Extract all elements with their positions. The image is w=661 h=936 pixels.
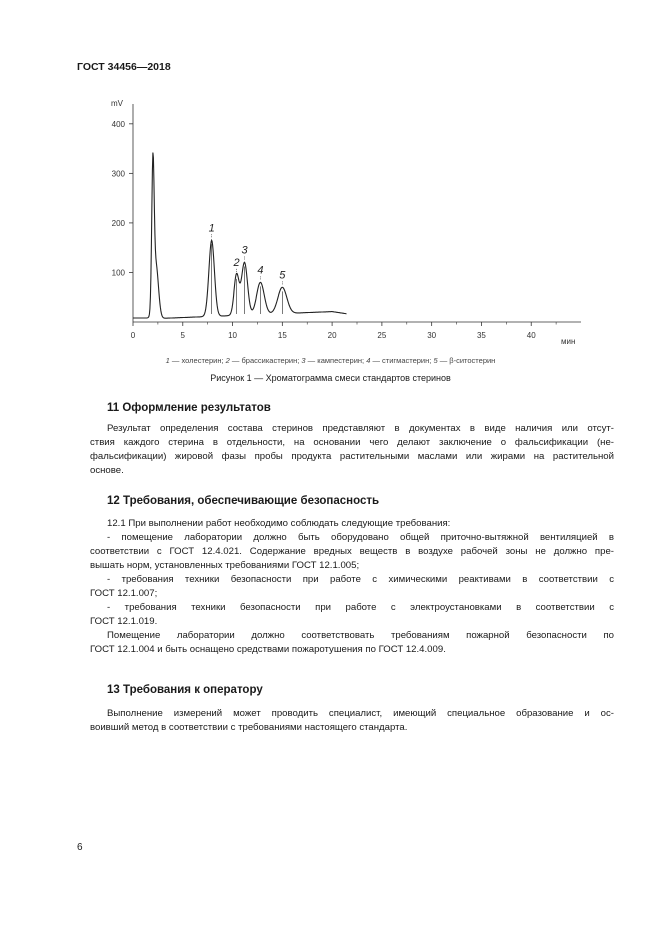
legend-name: стигмастерин <box>382 356 430 365</box>
legend-name: кампестерин <box>317 356 363 365</box>
section-11-heading: 11 Оформление результатов <box>107 402 271 414</box>
x-tick-label: 20 <box>327 331 337 340</box>
peak-label: 3 <box>241 244 248 257</box>
x-tick-label: 35 <box>476 331 486 340</box>
figure-caption: Рисунок 1 — Хроматограмма смеси стандартов стеринов <box>210 373 451 383</box>
x-tick-label: 10 <box>228 331 238 340</box>
x-axis-unit: мин <box>561 337 576 346</box>
y-tick-label: 200 <box>111 218 125 228</box>
chromatogram-chart <box>95 92 595 352</box>
section-12-body: 12.1 При выполнении работ необходимо соблюдать следующие требования: - помещение лаборатории должно быть оборудовано общей приточно-вытяжной вентиляцией в соответствии с ГОСТ 12.4.021. Содержание вредных веществ в воздухе рабочей зоны не должно пре- вышать норм, установленных требованиями ГОСТ 12.1.005; - требования техники безопасности при работе с химическими реактивами в соответствии с ГОСТ 12.1.007; - требования техники безопасности при работе с электроустановками в соответствии с ГОСТ 12.1.019. Помещение лаборатории должно соответствовать требованиям пожарной безопасности по ГОСТ 12.1.004 и быть оснащено средствами пожаротушения по ГОСТ 12.4.009. <box>90 518 614 655</box>
x-tick-label: 40 <box>526 331 536 340</box>
y-axis-unit: mV <box>111 99 123 108</box>
y-tick-label: 400 <box>111 119 125 129</box>
peak-label: 5 <box>279 269 286 282</box>
x-tick-label: 5 <box>180 331 186 340</box>
legend-name: брассикастерин <box>241 356 298 365</box>
peak-label: 1 <box>208 222 215 235</box>
legend-number: 4 <box>366 356 371 365</box>
legend-number: 5 <box>433 356 438 365</box>
section-13-heading: 13 Требования к оператору <box>107 684 263 696</box>
legend-number: 3 <box>301 356 306 365</box>
chromatogram-trace <box>133 153 347 319</box>
legend-name: β-ситостерин <box>449 356 496 365</box>
y-tick-label: 300 <box>111 169 125 179</box>
page-number: 6 <box>77 842 83 853</box>
x-tick-label: 15 <box>277 331 287 340</box>
peak-label: 4 <box>257 264 264 277</box>
x-tick-label: 30 <box>427 331 437 340</box>
y-tick-label: 100 <box>111 268 125 278</box>
standard-header: ГОСТ 34456—2018 <box>77 61 171 73</box>
legend-name: холестерин <box>181 356 222 365</box>
chart-legend: 1 — холестерин; 2 — брассикастерин; 3 — кампестерин; 4 — стигмастерин; 5 — β-ситостерин <box>165 356 496 365</box>
section-12-heading: 12 Требования, обеспечивающие безопасность <box>107 495 380 507</box>
section-13-body: Выполнение измерений может проводить специалист, имеющий специальное образование и ос- воивший метод в соответствии с требованиями настоящего стандарта. <box>90 708 614 733</box>
x-tick-label: 0 <box>130 331 136 340</box>
legend-number: 1 <box>165 356 170 365</box>
legend-number: 2 <box>225 356 230 365</box>
x-tick-label: 25 <box>377 331 387 340</box>
section-11-body: Результат определения состава стеринов представляют в документах в виде наличия или отсут- ствия каждого стерина в отдельности, на основании чего делают заключение о фальсификации (не- фальсификации) жировой фазы пробы продукта растительными маслами или жирами на растительной основе. <box>90 423 614 476</box>
peak-label: 2 <box>233 256 240 269</box>
